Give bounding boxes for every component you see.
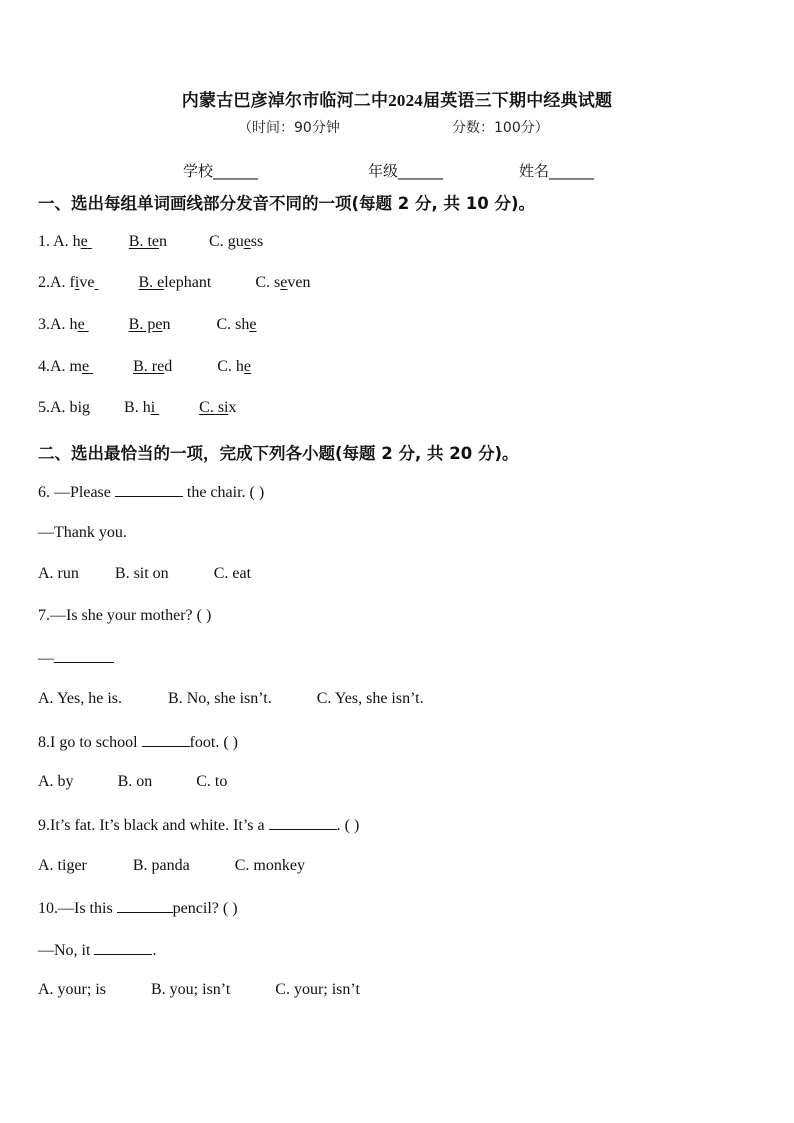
answer-blank[interactable] [94, 940, 152, 955]
exam-title: 内蒙古巴彦淖尔市临河二中2024届英语三下期中经典试题 [181, 91, 613, 110]
option-c[interactable]: C. your; isn’t [275, 981, 360, 998]
question-1: 1. A. he B. ten C. guess [38, 233, 264, 250]
question-7-options [38, 690, 424, 708]
question-5: 5.A. big B. hi C. six [38, 399, 237, 416]
option-a[interactable]: A. Yes, he is. [38, 690, 123, 707]
section-1-heading: 一、选出每组单词画线部分发音不同的一项(每题 2 分, 共 10 分)。 [38, 194, 536, 213]
question-6-reply: —Thank you. [38, 524, 127, 541]
exam-score: 分数：100分） [452, 120, 549, 136]
question-3: 3.A. he B. pen C. she [38, 316, 257, 333]
question-9: 9.It’s fat. It’s black and white. It’s a . ( ) [38, 817, 360, 834]
grade-field[interactable]: 年级______ [368, 162, 444, 180]
question-6: 6. —Please the chair. ( ) [38, 484, 265, 501]
option-c[interactable]: C. Yes, she isn’t. [316, 690, 424, 707]
option-b[interactable]: B. sit on [114, 565, 169, 582]
section-2-heading: 二、选出最恰当的一项，完成下列各小题(每题 2 分, 共 20 分)。 [38, 444, 519, 463]
answer-blank[interactable] [269, 815, 337, 830]
question-2: 2.A. five B. elephant C. seven [38, 274, 311, 291]
answer-blank[interactable] [142, 732, 190, 747]
question-7: 7.—Is she your mother? ( ) [38, 607, 212, 624]
answer-blank[interactable] [54, 648, 114, 663]
question-10-reply: —No, it . [38, 942, 157, 959]
option-b[interactable]: B. you; isn’t [151, 981, 231, 998]
option-c[interactable]: C. monkey [234, 857, 305, 874]
question-4: 4.A. me B. red C. he [38, 358, 251, 375]
question-9-options [38, 857, 305, 875]
question-7-reply: — [38, 648, 114, 668]
option-a[interactable]: A. your; is [38, 981, 106, 998]
option-a[interactable]: A. by [38, 773, 74, 790]
question-10-options [38, 981, 360, 999]
question-6-options [38, 565, 251, 583]
option-c[interactable]: C. to [196, 773, 228, 790]
option-c[interactable]: C. eat [213, 565, 252, 582]
option-a[interactable]: A. tiger [38, 857, 87, 874]
question-8: 8.I go to school foot. ( ) [38, 734, 238, 751]
school-field[interactable]: 学校______ [183, 162, 259, 180]
option-a[interactable]: A. run [38, 565, 79, 582]
answer-blank[interactable] [117, 898, 173, 913]
exam-time: （时间：90分钟 [238, 120, 340, 136]
option-b[interactable]: B. No, she isn’t. [168, 690, 272, 707]
question-8-options [38, 773, 227, 791]
answer-blank[interactable] [115, 482, 183, 497]
name-field[interactable]: 姓名______ [519, 162, 595, 180]
question-10: 10.—Is this pencil? ( ) [38, 900, 238, 917]
option-b[interactable]: B. on [117, 773, 153, 790]
option-b[interactable]: B. panda [132, 857, 190, 874]
